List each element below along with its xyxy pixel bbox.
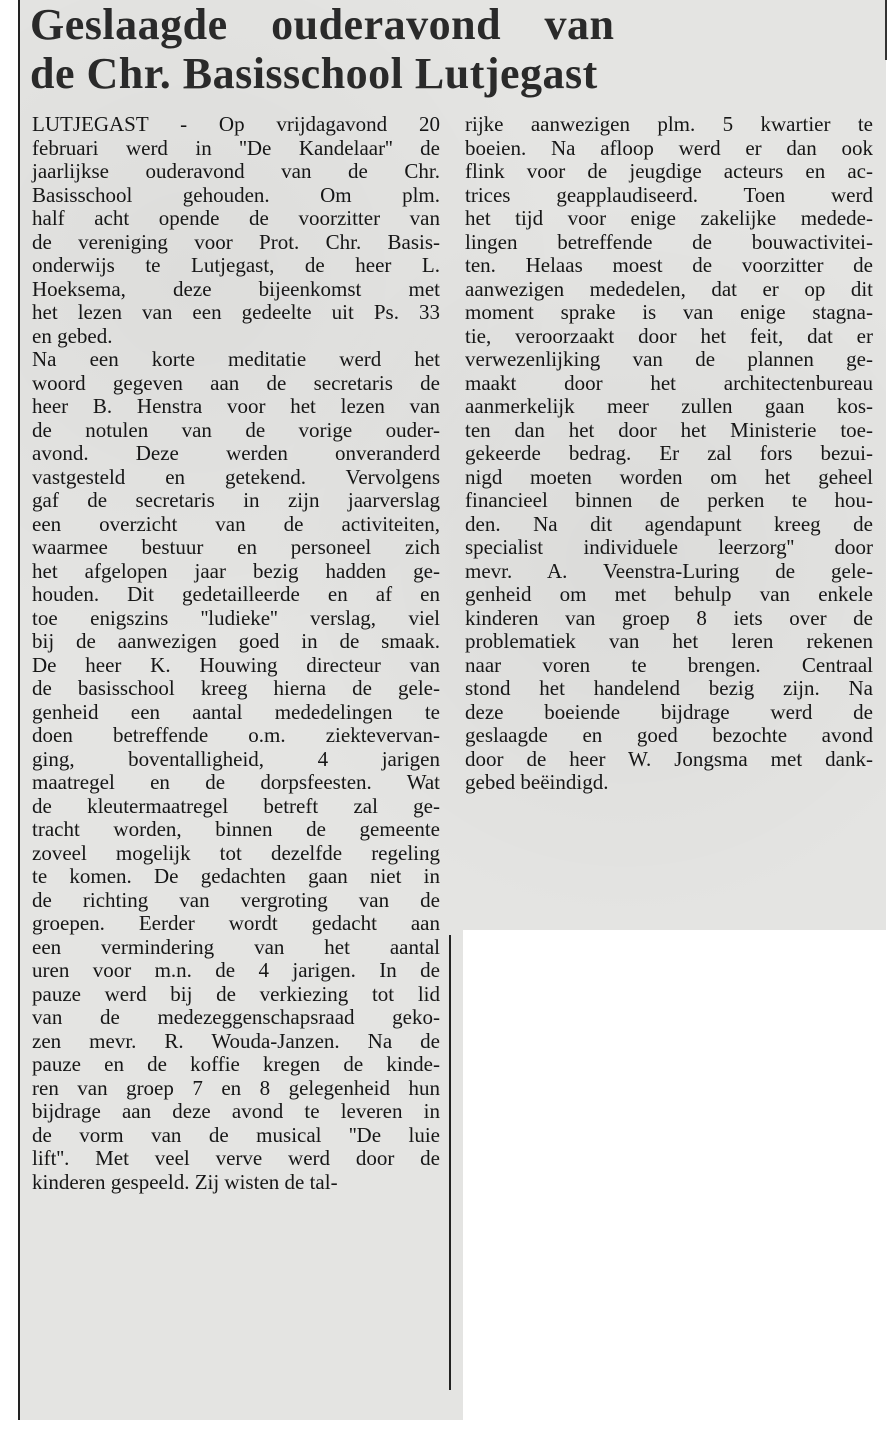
article-text-line: de kleutermaatregel betreft zal ge- [32,793,440,818]
article-text-line: naar voren te brengen. Centraal [465,652,873,677]
article-text-line: half acht opende de voorzitter van [32,206,440,230]
article-text-line: Basisschool gehouden. Om plm. [32,182,440,207]
article-text-line: houden. Dit gedetailleerde en af en [32,582,440,606]
article-headline [30,0,690,98]
article-text-line: ten. Helaas moest de voorzitter de [465,253,873,277]
column-rule-left [18,0,20,1420]
article-text-line: bijdrage aan deze avond te leveren in [32,1099,440,1123]
article-text-line: jaarlijkse ouderavond van de Chr. [32,159,440,183]
article-text-line: te komen. De gedachten gaan niet in [32,864,440,888]
article-text-line: LUTJEGAST - Op vrijdagavond 20 [32,112,440,136]
article-text-line: en gebed. [32,323,113,348]
headline-line-1: Geslaagde ouderavond van [30,0,615,49]
article-text-line: een overzicht van de activiteiten, [32,511,440,536]
article-text-line: trices geapplaudiseerd. Toen werd [465,182,873,207]
article-text-line: boeien. Na afloop werd er dan ook [465,135,873,160]
article-text-line: De heer K. Houwing directeur van [32,652,440,677]
article-text-line: pauze en de koffie kregen de kinde- [32,1052,440,1076]
article-text-line: nigd moeten worden om het geheel [465,464,873,489]
article-text-line: van de medezeggenschapsraad geko- [32,1005,440,1029]
column-rule-middle [449,935,451,1390]
article-text-line: door de heer W. Jongsma met dank- [465,746,873,771]
article-text-line: februari werd in ''De Kandelaar'' de [32,135,440,160]
article-text-line: financieel binnen de perken te hou- [465,488,873,512]
article-text-line: den. Na dit agendapunt kreeg de [465,511,873,536]
article-text-line: kinderen van groep 8 iets over de [465,605,873,630]
article-text-line: de richting van vergroting van de [32,887,440,912]
article-text-line: deze boeiende bijdrage werd de [465,699,873,724]
article-text-line: Hoeksema, deze bijeenkomst met [32,276,440,301]
article-text-line: stond het handelend bezig zijn. Na [465,676,873,700]
article-text-line: lingen betreffende de bouwactivitei- [465,229,873,254]
article-text-line: specialist individuele leerzorg'' door [465,535,873,559]
article-column-right [465,113,873,795]
article-text-line: waarmee bestuur en personeel zich [32,535,440,559]
article-text-line: het afgelopen jaar bezig hadden ge- [32,558,440,583]
article-text-line: genheid een aantal mededelingen te [32,699,440,724]
article-text-line: ren van groep 7 en 8 gelegenheid hun [32,1075,440,1100]
article-text-line: flink voor de jeugdige acteurs en ac- [465,159,873,183]
article-text-line: ten dan het door het Ministerie toe- [465,417,873,442]
article-text-line: gekeerde bedrag. Er zal fors bezui- [465,441,873,465]
article-text-line: toe enigszins ''ludieke'' verslag, viel [32,605,440,630]
article-text-line: lift''. Met veel verve werd door de [32,1146,440,1170]
article-text-line: zen mevr. R. Wouda-Janzen. Na de [32,1028,440,1053]
article-text-line: uren voor m.n. de 4 jarigen. In de [32,958,440,982]
article-text-line: een vermindering van het aantal [32,934,440,959]
article-text-line: rijke aanwezigen plm. 5 kwartier te [465,112,873,136]
article-text-line: moment sprake is van enige stagna- [465,300,873,324]
article-text-line: mevr. A. Veenstra-Luring de gele- [465,558,873,583]
column-rule-right [885,0,887,60]
article-text-line: de basisschool kreeg hierna de gele- [32,676,440,700]
article-text-line: aanwezigen mededelen, dat er op dit [465,276,873,301]
article-text-line: kinderen gespeeld. Zij wisten de tal- [32,1169,338,1194]
article-text-line: de vereniging voor Prot. Chr. Basis- [32,229,440,254]
article-text-line: gaf de secretaris in zijn jaarverslag [32,488,440,512]
article-text-line: aanmerkelijk meer zullen gaan kos- [465,394,873,418]
article-text-line: bij de aanwezigen goed in de smaak. [32,629,440,653]
article-text-line: het lezen van een gedeelte uit Ps. 33 [32,300,440,324]
article-text-line: Na een korte meditatie werd het [32,347,440,371]
article-text-line: woord gegeven aan de secretaris de [32,370,440,395]
article-text-line: verwezenlijking van de plannen ge- [465,347,873,371]
article-text-line: geslaagde en goed bezochte avond [465,723,873,747]
article-text-line: vastgesteld en getekend. Vervolgens [32,464,440,489]
article-text-line: maatregel en de dorpsfeesten. Wat [32,770,440,794]
article-text-line: problematiek van het leren rekenen [465,629,873,653]
article-text-line: de notulen van de vorige ouder- [32,417,440,442]
article-text-line: tie, veroorzaakt door het feit, dat er [465,323,873,348]
article-text-line: de vorm van de musical ''De luie [32,1122,440,1147]
article-text-line: groepen. Eerder wordt gedacht aan [32,911,440,935]
article-text-line: maakt door het architectenbureau [465,370,873,395]
article-text-line: doen betreffende o.m. ziektevervan- [32,723,440,747]
article-text-line: onderwijs te Lutjegast, de heer L. [32,253,440,277]
article-text-line: heer B. Henstra voor het lezen van [32,394,440,418]
article-text-line: gebed beëindigd. [465,770,609,794]
article-text-line: tracht worden, binnen de gemeente [32,817,440,841]
article-text-line: genheid om met behulp van enkele [465,582,873,606]
article-text-line: pauze werd bij de verkiezing tot lid [32,981,440,1006]
article-text-line: het tijd voor enige zakelijke medede- [465,206,873,230]
article-text-line: ging, boventalligheid, 4 jarigen [32,746,440,771]
headline-line-2: de Chr. Basisschool Lutjegast [30,49,598,98]
article-column-left [32,113,440,1194]
article-text-line: zoveel mogelijk tot dezelfde regeling [32,840,440,865]
article-text-line: avond. Deze werden onveranderd [32,441,440,465]
